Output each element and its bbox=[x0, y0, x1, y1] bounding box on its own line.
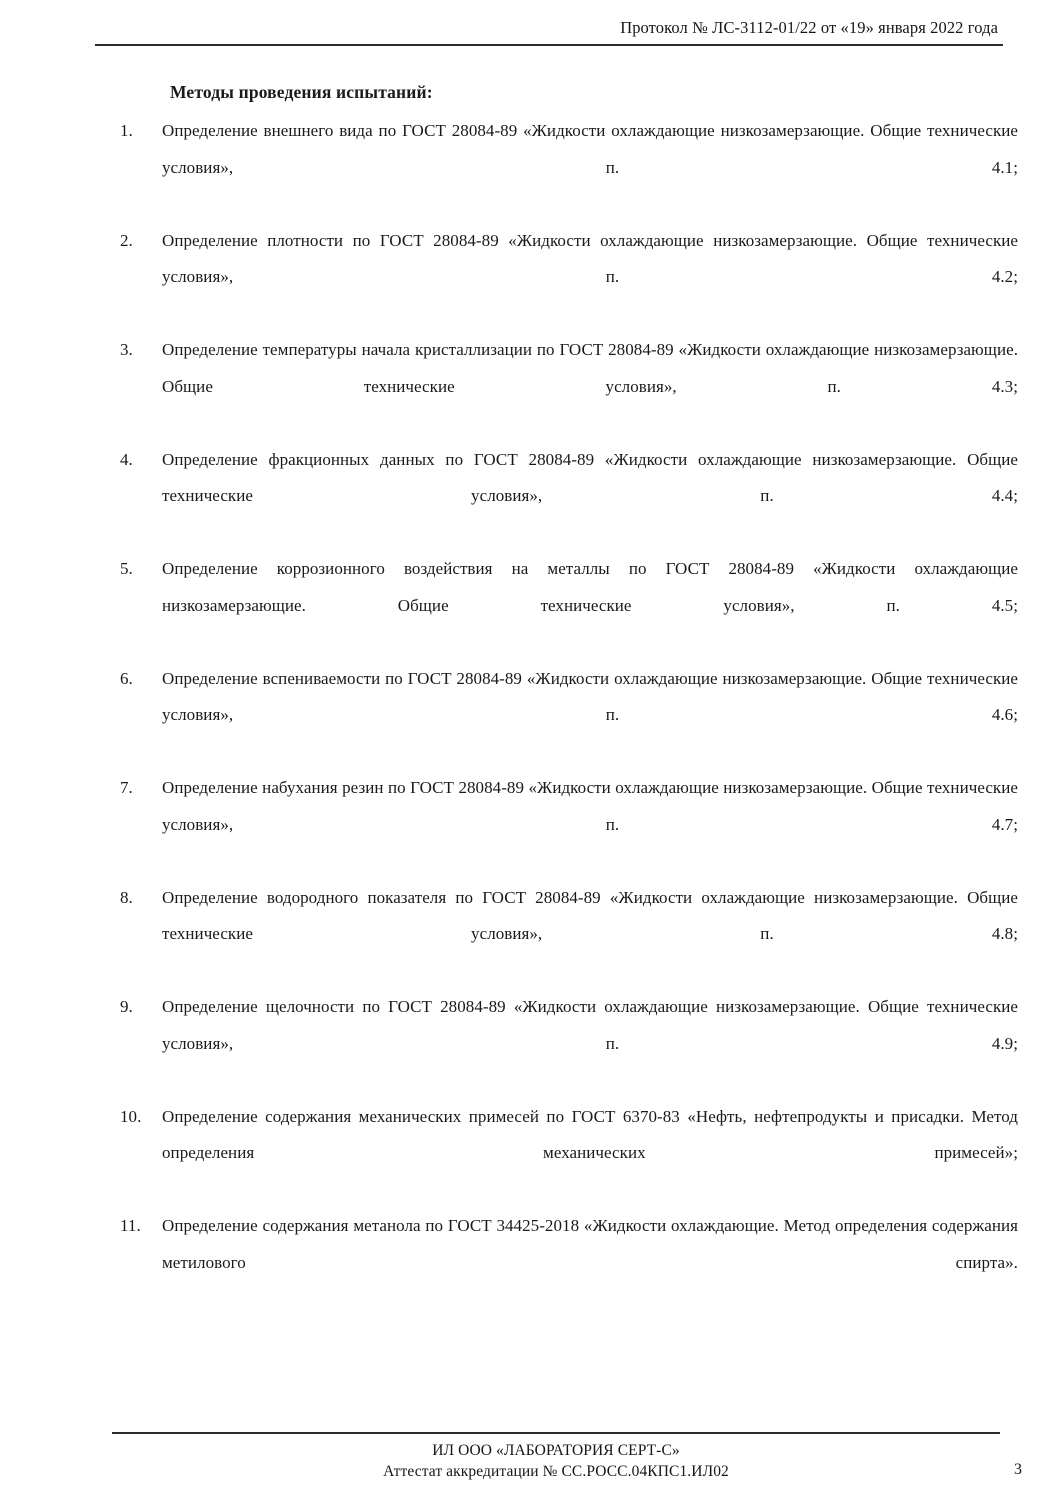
list-item-text: Определение фракционных данных по ГОСТ 28084-89 «Жидкости охлаждающие низкозамерзающие. Общие технические условия», п. 4.4; bbox=[162, 449, 1018, 506]
test-methods-list bbox=[108, 113, 1018, 1318]
list-item-text: Определение водородного показателя по ГОСТ 28084-89 «Жидкости охлаждающие низкозамерзающие. Общие технические условия», п. 4.8; bbox=[162, 887, 1018, 944]
list-item-number: 2. bbox=[120, 230, 133, 250]
list-item bbox=[108, 1099, 1018, 1209]
list-item-text: Определение содержания метанола по ГОСТ 34425-2018 «Жидкости охлаждающие. Метод определения содержания метилового спирта». bbox=[162, 1216, 1018, 1272]
list-item-text: Определение набухания резин по ГОСТ 28084-89 «Жидкости охлаждающие низкозамерзающие. Общие технические условия», п. 4.7; bbox=[162, 778, 1018, 834]
list-item bbox=[108, 223, 1018, 333]
list-item-text: Определение внешнего вида по ГОСТ 28084-89 «Жидкости охлаждающие низкозамерзающие. Общие технические условия», п. 4.1; bbox=[162, 121, 1018, 177]
header-divider bbox=[95, 44, 1003, 46]
list-item-number: 8. bbox=[120, 887, 133, 907]
list-item-text: Определение температуры начала кристаллизации по ГОСТ 28084-89 «Жидкости охлаждающие низкозамерзающие. Общие технические условия», п. 4.3; bbox=[162, 340, 1018, 396]
list-item bbox=[108, 989, 1018, 1099]
list-item-text: Определение щелочности по ГОСТ 28084-89 «Жидкости охлаждающие низкозамерзающие. Общие технические условия», п. 4.9; bbox=[162, 997, 1018, 1053]
list-item-text: Определение вспениваемости по ГОСТ 28084-89 «Жидкости охлаждающие низкозамерзающие. Общие технические условия», п. 4.6; bbox=[162, 668, 1018, 725]
list-item bbox=[108, 770, 1018, 880]
document-content bbox=[108, 80, 1018, 1318]
list-item-number: 7. bbox=[120, 778, 133, 798]
list-item-number: 1. bbox=[120, 121, 133, 141]
list-item-number: 3. bbox=[120, 340, 133, 360]
list-item-number: 6. bbox=[120, 668, 133, 688]
list-item-number: 5. bbox=[120, 559, 133, 579]
list-item bbox=[108, 551, 1018, 661]
protocol-header-title: Протокол № ЛС-3112-01/22 от «19» января 2022 года bbox=[620, 18, 998, 37]
list-item bbox=[108, 113, 1018, 223]
list-item-text: Определение плотности по ГОСТ 28084-89 «Жидкости охлаждающие низкозамерзающие. Общие технические условия», п. 4.2; bbox=[162, 230, 1018, 287]
list-item bbox=[108, 880, 1018, 990]
page-number: 3 bbox=[1014, 1461, 1022, 1478]
list-item-number: 9. bbox=[120, 997, 133, 1017]
list-item bbox=[108, 442, 1018, 552]
footer-laboratory-name: ИЛ ООО «ЛАБОРАТОРИЯ СЕРТ-С» bbox=[432, 1442, 680, 1459]
footer-divider bbox=[112, 1432, 1000, 1434]
page-footer bbox=[112, 1440, 1000, 1482]
footer-accreditation-certificate: Аттестат аккредитации № СС.РОСС.04КПС1.ИЛ02 bbox=[383, 1463, 729, 1480]
list-item bbox=[108, 332, 1018, 442]
list-item-number: 11. bbox=[120, 1216, 141, 1236]
list-item-number: 10. bbox=[120, 1106, 142, 1126]
list-item-text: Определение коррозионного воздействия на металлы по ГОСТ 28084-89 «Жидкости охлаждающие низкозамерзающие. Общие технические условия», п. 4.5; bbox=[162, 559, 1018, 615]
list-item bbox=[108, 1208, 1018, 1318]
list-item-number: 4. bbox=[120, 449, 133, 469]
list-item bbox=[108, 661, 1018, 771]
section-title-test-methods: Методы проведения испытаний: bbox=[170, 82, 433, 102]
list-item-text: Определение содержания механических примесей по ГОСТ 6370-83 «Нефть, нефтепродукты и присадки. Метод определения механических примесей»; bbox=[162, 1106, 1018, 1163]
